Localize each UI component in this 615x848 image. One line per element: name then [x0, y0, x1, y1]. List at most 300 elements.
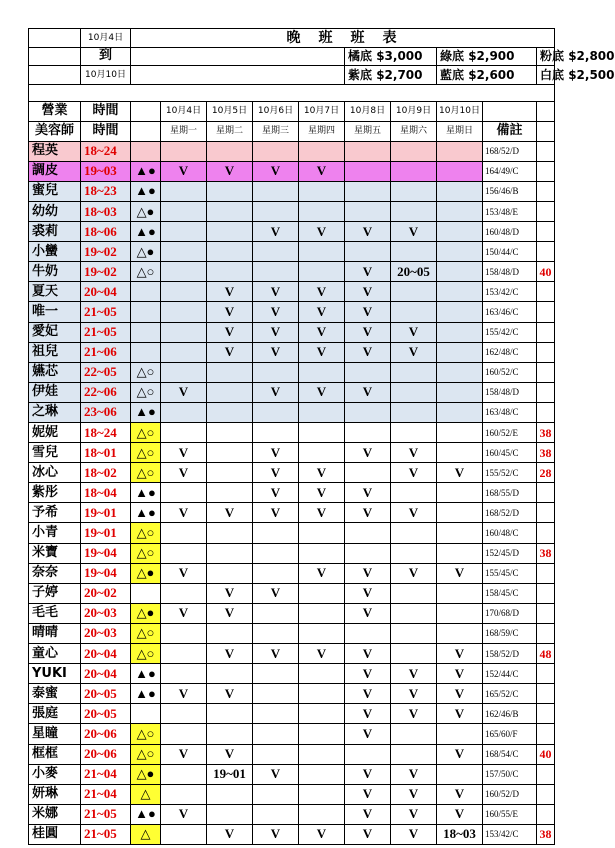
extra-value — [537, 322, 555, 342]
stylist-name: 調皮 — [29, 161, 81, 181]
day-cell: V — [161, 603, 207, 623]
status-marks — [131, 704, 161, 724]
staff-row — [29, 623, 555, 643]
stylist-name: 奈奈 — [29, 563, 81, 583]
day-cell: V — [437, 664, 483, 684]
price-blue: 藍底 $2,600 — [437, 66, 537, 85]
day-cell — [345, 141, 391, 161]
stylist-note: 153/48/E — [483, 201, 537, 221]
shift-time: 18~24 — [81, 141, 131, 161]
stylist-name: 小青 — [29, 523, 81, 543]
day-cell: V — [345, 563, 391, 583]
extra-value: 38 — [537, 824, 555, 844]
staff-row — [29, 824, 555, 844]
day-cell: V — [345, 664, 391, 684]
page-title: 晚 班 班 表 — [131, 29, 555, 48]
day-cell: V — [207, 684, 253, 704]
stylist-name: 星瞳 — [29, 724, 81, 744]
day-cell — [161, 322, 207, 342]
day-cell: V — [253, 644, 299, 664]
staff-row — [29, 503, 555, 523]
day-cell: V — [253, 222, 299, 242]
day-cell: V — [345, 262, 391, 282]
stylist-name: 之琳 — [29, 402, 81, 422]
stylist-name: 童心 — [29, 644, 81, 664]
day-cell: V — [161, 161, 207, 181]
day-cell — [391, 181, 437, 201]
shift-time: 21~04 — [81, 764, 131, 784]
stylist-name: 框框 — [29, 744, 81, 764]
stylist-note: 155/42/C — [483, 322, 537, 342]
day-cell — [391, 644, 437, 664]
shift-time: 20~03 — [81, 623, 131, 643]
day-cell — [345, 463, 391, 483]
day-cell — [437, 523, 483, 543]
stylist-name: 妍琳 — [29, 784, 81, 804]
day-cell: V — [391, 443, 437, 463]
day-cell — [391, 483, 437, 503]
day-cell: V — [253, 342, 299, 362]
stylist-name: 小蠻 — [29, 242, 81, 262]
extra-value — [537, 382, 555, 402]
day-cell: V — [253, 302, 299, 322]
shift-time: 20~04 — [81, 644, 131, 664]
extra-value — [537, 603, 555, 623]
date-col: 10月7日 — [299, 101, 345, 121]
shift-time: 21~05 — [81, 302, 131, 322]
day-cell — [161, 704, 207, 724]
day-cell — [161, 644, 207, 664]
stylist-name: 裘莉 — [29, 222, 81, 242]
day-cell: V — [299, 161, 345, 181]
weekday-col: 星期五 — [345, 121, 391, 141]
stylist-name: 紫彤 — [29, 483, 81, 503]
stylist-name: 程英 — [29, 141, 81, 161]
stylist-name: 子婷 — [29, 583, 81, 603]
stylist-name: 牛奶 — [29, 262, 81, 282]
extra-value: 38 — [537, 423, 555, 443]
extra-value — [537, 181, 555, 201]
day-cell: V — [253, 824, 299, 844]
day-cell — [299, 664, 345, 684]
day-cell: V — [299, 563, 345, 583]
staff-row — [29, 262, 555, 282]
day-cell — [391, 724, 437, 744]
day-cell — [207, 523, 253, 543]
status-marks: △○ — [131, 523, 161, 543]
status-marks — [131, 342, 161, 362]
stylist-name: 予希 — [29, 503, 81, 523]
stylist-note: 162/46/B — [483, 704, 537, 724]
staff-row — [29, 483, 555, 503]
day-cell — [437, 161, 483, 181]
staff-row — [29, 322, 555, 342]
date-col: 10月4日 — [161, 101, 207, 121]
staff-row — [29, 423, 555, 443]
day-cell — [207, 443, 253, 463]
shift-time: 20~06 — [81, 724, 131, 744]
day-cell: V — [161, 463, 207, 483]
day-cell — [391, 523, 437, 543]
price-purple: 紫底 $2,700 — [345, 66, 437, 85]
day-cell — [253, 523, 299, 543]
day-cell: V — [345, 784, 391, 804]
status-marks: △○ — [131, 463, 161, 483]
day-cell — [345, 623, 391, 643]
status-marks: ▲● — [131, 503, 161, 523]
day-cell — [253, 684, 299, 704]
day-cell: V — [345, 603, 391, 623]
status-marks: △○ — [131, 262, 161, 282]
header-row-3 — [29, 66, 555, 85]
stylist-note: 150/44/C — [483, 242, 537, 262]
date-col: 10月6日 — [253, 101, 299, 121]
shift-time: 20~03 — [81, 603, 131, 623]
stylist-name: 妮妮 — [29, 423, 81, 443]
staff-row — [29, 342, 555, 362]
stylist-note: 163/48/C — [483, 402, 537, 422]
day-cell — [437, 342, 483, 362]
shift-time: 19~02 — [81, 242, 131, 262]
day-cell — [391, 302, 437, 322]
day-cell — [253, 724, 299, 744]
day-cell: V — [345, 684, 391, 704]
extra-value — [537, 724, 555, 744]
staff-row — [29, 382, 555, 402]
staff-row — [29, 684, 555, 704]
shift-time: 21~04 — [81, 784, 131, 804]
day-cell — [207, 222, 253, 242]
schedule-sheet — [28, 28, 615, 845]
day-cell — [391, 242, 437, 262]
day-cell — [299, 684, 345, 704]
day-cell — [437, 543, 483, 563]
shift-time: 23~06 — [81, 402, 131, 422]
day-cell — [437, 302, 483, 322]
status-marks: △○ — [131, 623, 161, 643]
day-cell — [391, 543, 437, 563]
day-cell: V — [253, 503, 299, 523]
shift-time: 18~01 — [81, 443, 131, 463]
status-marks: ▲● — [131, 664, 161, 684]
day-cell — [299, 804, 345, 824]
day-cell: V — [299, 222, 345, 242]
day-cell: V — [345, 322, 391, 342]
business-label: 營業 — [29, 101, 81, 121]
status-marks: △○ — [131, 744, 161, 764]
stylist-note: 158/48/D — [483, 262, 537, 282]
day-cell — [299, 603, 345, 623]
day-cell: V — [391, 704, 437, 724]
day-cell: V — [161, 804, 207, 824]
shift-time: 18~02 — [81, 463, 131, 483]
stylist-name: 蜜兒 — [29, 181, 81, 201]
day-cell: V — [207, 503, 253, 523]
day-cell — [253, 262, 299, 282]
shift-time: 19~01 — [81, 523, 131, 543]
status-marks: ▲● — [131, 161, 161, 181]
day-cell — [207, 242, 253, 262]
day-cell — [437, 443, 483, 463]
day-cell: V — [299, 342, 345, 362]
shift-time: 19~01 — [81, 503, 131, 523]
stylist-note: 160/48/C — [483, 523, 537, 543]
date-col: 10月5日 — [207, 101, 253, 121]
extra-value: 40 — [537, 744, 555, 764]
stylist-note: 160/48/D — [483, 222, 537, 242]
day-cell — [207, 423, 253, 443]
day-cell — [437, 402, 483, 422]
shift-time: 20~05 — [81, 684, 131, 704]
column-header-weekdays — [29, 121, 555, 141]
day-cell — [161, 583, 207, 603]
stylist-note: 165/52/C — [483, 684, 537, 704]
day-cell: V — [253, 483, 299, 503]
day-cell — [253, 141, 299, 161]
extra-value — [537, 684, 555, 704]
day-cell — [207, 563, 253, 583]
day-cell — [253, 744, 299, 764]
staff-row — [29, 644, 555, 664]
day-cell: V — [345, 443, 391, 463]
staff-row — [29, 563, 555, 583]
day-cell — [207, 483, 253, 503]
day-cell: V — [299, 382, 345, 402]
stylist-name: 米寶 — [29, 543, 81, 563]
extra-value — [537, 282, 555, 302]
day-cell — [161, 282, 207, 302]
day-cell: V — [207, 644, 253, 664]
day-cell: V — [437, 684, 483, 704]
day-cell: V — [207, 744, 253, 764]
day-cell — [299, 623, 345, 643]
stylist-note: 160/52/D — [483, 784, 537, 804]
staff-row — [29, 242, 555, 262]
stylist-note: 157/50/C — [483, 764, 537, 784]
extra-value — [537, 764, 555, 784]
extra-value — [537, 222, 555, 242]
day-cell — [437, 181, 483, 201]
day-cell: V — [253, 443, 299, 463]
day-cell: V — [391, 503, 437, 523]
day-cell — [253, 784, 299, 804]
day-cell — [253, 543, 299, 563]
weekday-col: 星期六 — [391, 121, 437, 141]
day-cell — [345, 181, 391, 201]
day-cell — [161, 402, 207, 422]
day-cell — [299, 201, 345, 221]
day-cell — [391, 282, 437, 302]
stylist-note: 168/55/D — [483, 483, 537, 503]
extra-value — [537, 523, 555, 543]
day-cell — [299, 181, 345, 201]
day-cell — [253, 603, 299, 623]
day-cell — [299, 583, 345, 603]
status-marks: △● — [131, 242, 161, 262]
day-cell — [437, 483, 483, 503]
staff-row — [29, 402, 555, 422]
day-cell: V — [345, 342, 391, 362]
day-cell — [161, 362, 207, 382]
day-cell: V — [207, 583, 253, 603]
staff-row — [29, 664, 555, 684]
day-cell — [437, 201, 483, 221]
stylist-note: 160/52/C — [483, 362, 537, 382]
extra-value: 28 — [537, 463, 555, 483]
price-green: 綠底 $2,900 — [437, 47, 537, 66]
day-cell: V — [345, 583, 391, 603]
shift-time: 20~06 — [81, 744, 131, 764]
status-marks: △○ — [131, 423, 161, 443]
staff-row — [29, 704, 555, 724]
day-cell: V — [345, 704, 391, 724]
weekday-col: 星期四 — [299, 121, 345, 141]
price-white: 白底 $2,500 — [537, 66, 555, 85]
day-cell: V — [345, 804, 391, 824]
day-cell — [161, 141, 207, 161]
day-cell — [161, 623, 207, 643]
weekday-col: 星期三 — [253, 121, 299, 141]
status-marks: △● — [131, 201, 161, 221]
stylist-note: 153/42/C — [483, 282, 537, 302]
staff-row — [29, 181, 555, 201]
stylist-name: 小麥 — [29, 764, 81, 784]
day-cell — [299, 423, 345, 443]
stylist-name: 晴晴 — [29, 623, 81, 643]
day-cell — [207, 382, 253, 402]
day-cell: V — [437, 784, 483, 804]
stylist-name: 泰蜜 — [29, 684, 81, 704]
shift-time: 21~05 — [81, 824, 131, 844]
day-cell: V — [437, 644, 483, 664]
stylist-note: 162/48/C — [483, 342, 537, 362]
day-cell — [253, 704, 299, 724]
stylist-name: 桂圓 — [29, 824, 81, 844]
day-cell — [207, 402, 253, 422]
status-marks: ▲● — [131, 222, 161, 242]
day-cell — [437, 503, 483, 523]
status-marks: △● — [131, 764, 161, 784]
shift-time: 18~06 — [81, 222, 131, 242]
stylist-note: 163/46/C — [483, 302, 537, 322]
stylist-name: 冰心 — [29, 463, 81, 483]
day-cell — [391, 402, 437, 422]
day-cell — [161, 201, 207, 221]
extra-value — [537, 784, 555, 804]
day-cell — [253, 664, 299, 684]
day-cell: V — [253, 583, 299, 603]
staff-row — [29, 744, 555, 764]
day-cell — [437, 362, 483, 382]
day-cell: V — [391, 764, 437, 784]
status-marks: ▲● — [131, 684, 161, 704]
extra-value: 38 — [537, 543, 555, 563]
day-cell — [345, 523, 391, 543]
shift-time: 20~05 — [81, 704, 131, 724]
day-cell — [345, 543, 391, 563]
day-cell — [299, 362, 345, 382]
extra-value — [537, 302, 555, 322]
stylist-name: 張庭 — [29, 704, 81, 724]
day-cell: V — [161, 744, 207, 764]
day-cell — [161, 724, 207, 744]
day-cell: V — [391, 342, 437, 362]
day-cell — [207, 141, 253, 161]
day-cell: V — [161, 503, 207, 523]
stylist-note: 168/54/C — [483, 744, 537, 764]
status-marks — [131, 322, 161, 342]
staff-row — [29, 201, 555, 221]
staff-row — [29, 141, 555, 161]
staff-row — [29, 764, 555, 784]
day-cell — [253, 181, 299, 201]
extra-value — [537, 623, 555, 643]
day-cell — [391, 744, 437, 764]
day-cell: V — [391, 684, 437, 704]
day-cell — [207, 262, 253, 282]
day-cell — [345, 744, 391, 764]
day-cell: V — [299, 302, 345, 322]
day-cell — [299, 543, 345, 563]
status-marks — [131, 302, 161, 322]
day-cell: V — [391, 804, 437, 824]
day-cell: V — [391, 322, 437, 342]
shift-time: 21~06 — [81, 342, 131, 362]
staff-row — [29, 161, 555, 181]
day-cell: V — [437, 463, 483, 483]
day-cell: V — [299, 644, 345, 664]
day-cell — [161, 181, 207, 201]
staff-row — [29, 724, 555, 744]
day-cell — [253, 804, 299, 824]
day-cell — [161, 302, 207, 322]
extra-value — [537, 161, 555, 181]
shift-time: 19~04 — [81, 543, 131, 563]
day-cell — [161, 543, 207, 563]
schedule-table — [28, 28, 615, 845]
stylist-note: 168/52/D — [483, 141, 537, 161]
day-cell: V — [391, 784, 437, 804]
shift-time: 19~04 — [81, 563, 131, 583]
status-marks — [131, 583, 161, 603]
day-cell: V — [207, 603, 253, 623]
status-marks — [131, 141, 161, 161]
extra-value: 40 — [537, 262, 555, 282]
extra-value — [537, 503, 555, 523]
shift-time: 21~05 — [81, 804, 131, 824]
day-cell: V — [345, 503, 391, 523]
date-from: 10月4日 — [81, 29, 131, 48]
stylist-name: YUKI — [29, 664, 81, 684]
staff-row — [29, 603, 555, 623]
day-cell: V — [299, 483, 345, 503]
day-cell — [437, 141, 483, 161]
day-cell: V — [207, 161, 253, 181]
weekday-col: 星期二 — [207, 121, 253, 141]
day-cell — [299, 523, 345, 543]
day-cell — [161, 664, 207, 684]
extra-value — [537, 242, 555, 262]
day-cell — [207, 704, 253, 724]
date-col: 10月10日 — [437, 101, 483, 121]
status-marks: △○ — [131, 382, 161, 402]
day-cell: V — [437, 704, 483, 724]
day-cell — [299, 262, 345, 282]
day-cell: V — [299, 824, 345, 844]
extra-value — [537, 483, 555, 503]
stylist-note: 168/59/C — [483, 623, 537, 643]
date-col: 10月9日 — [391, 101, 437, 121]
